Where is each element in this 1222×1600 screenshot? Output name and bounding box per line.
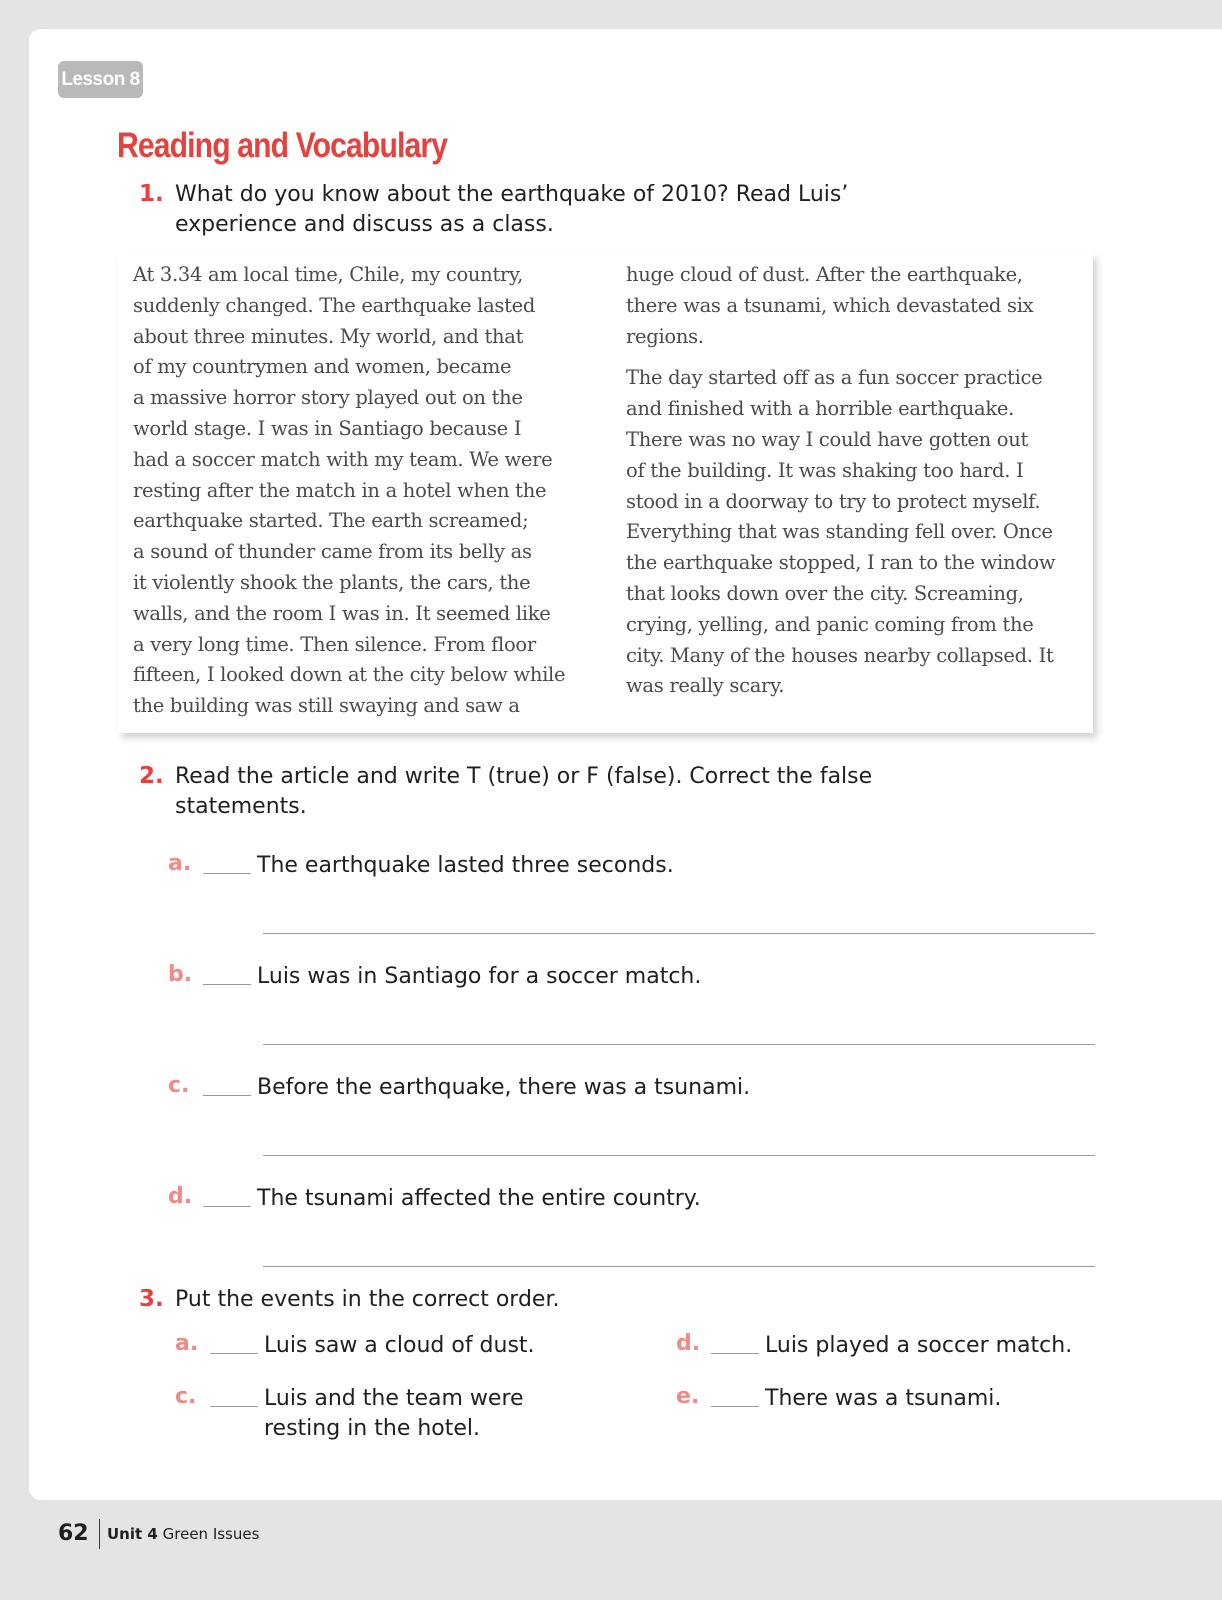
passage-line: of the building. It was shaking too hard. I bbox=[626, 458, 1024, 482]
reading-passage-box bbox=[118, 253, 1093, 733]
passage-line: it violently shook the plants, the cars, the bbox=[133, 570, 531, 594]
page-number: 62 bbox=[58, 1521, 89, 1546]
order-number-blank[interactable] bbox=[711, 1353, 759, 1354]
q2-item-letter: b. bbox=[168, 962, 193, 987]
question-2-line-2: statements. bbox=[175, 794, 307, 819]
q3-item-event: Luis played a soccer match. bbox=[765, 1333, 1073, 1358]
passage-line: a sound of thunder came from its belly as bbox=[133, 540, 532, 564]
passage-paragraph-2 bbox=[626, 363, 1055, 702]
q2-item-letter: a. bbox=[168, 851, 192, 876]
true-false-blank[interactable] bbox=[203, 873, 251, 874]
q3-item-event: There was a tsunami. bbox=[765, 1386, 1002, 1411]
footer-divider bbox=[99, 1519, 100, 1549]
passage-line: that looks down over the city. Screaming, bbox=[626, 581, 1024, 605]
reading-column-1 bbox=[133, 260, 565, 722]
question-2-line-1: Read the article and write T (true) or F (false). Correct the false bbox=[175, 764, 873, 789]
correction-answer-line[interactable] bbox=[263, 1044, 1095, 1045]
passage-line: of my countrymen and women, became bbox=[133, 355, 512, 379]
passage-line: about three minutes. My world, and that bbox=[133, 324, 524, 348]
question-1-line-2: experience and discuss as a class. bbox=[175, 212, 554, 237]
passage-line: Everything that was standing fell over. Once bbox=[626, 520, 1053, 544]
passage-line: There was no way I could have gotten out bbox=[626, 427, 1029, 451]
passage-line: had a soccer match with my team. We were bbox=[133, 447, 553, 471]
order-number-blank[interactable] bbox=[210, 1406, 258, 1407]
passage-line: a massive horror story played out on the bbox=[133, 386, 523, 410]
passage-line: walls, and the room I was in. It seemed like bbox=[133, 601, 551, 625]
passage-line: crying, yelling, and panic coming from the bbox=[626, 612, 1034, 636]
q2-item-statement: The earthquake lasted three seconds. bbox=[257, 853, 674, 878]
question-1-line-1: What do you know about the earthquake of 2010? Read Luis’ bbox=[175, 182, 849, 207]
passage-line: a very long time. Then silence. From floor bbox=[133, 632, 536, 656]
true-false-blank[interactable] bbox=[203, 1095, 251, 1096]
passage-line: huge cloud of dust. After the earthquake, bbox=[626, 263, 1023, 286]
true-false-blank[interactable] bbox=[203, 1206, 251, 1207]
passage-line: and finished with a horrible earthquake. bbox=[626, 397, 1014, 421]
passage-line: was really scary. bbox=[626, 674, 785, 698]
q3-item-event: Luis and the team were bbox=[264, 1386, 524, 1411]
q3-item-letter: d. bbox=[676, 1331, 701, 1356]
correction-answer-line[interactable] bbox=[263, 1266, 1095, 1267]
order-number-blank[interactable] bbox=[210, 1353, 258, 1354]
q3-item-letter: a. bbox=[175, 1331, 199, 1356]
passage-line: there was a tsunami, which devastated six bbox=[626, 293, 1034, 317]
footer-unit-label: Unit 4 bbox=[107, 1525, 158, 1543]
section-title: Reading and Vocabulary bbox=[117, 126, 448, 165]
passage-line: the building was still swaying and saw a bbox=[133, 694, 520, 718]
q2-item-statement: The tsunami affected the entire country. bbox=[257, 1186, 701, 1211]
passage-line: earthquake started. The earth screamed; bbox=[133, 509, 529, 533]
passage-line: stood in a doorway to try to protect myself. bbox=[626, 489, 1041, 513]
passage-line: resting after the match in a hotel when the bbox=[133, 478, 547, 502]
order-number-blank[interactable] bbox=[711, 1406, 759, 1407]
q2-item-statement: Before the earthquake, there was a tsunami. bbox=[257, 1075, 751, 1100]
question-3-text: Put the events in the correct order. bbox=[175, 1287, 560, 1312]
q3-item-letter: e. bbox=[676, 1384, 700, 1409]
passage-line: city. Many of the houses nearby collapsed. It bbox=[626, 643, 1054, 667]
q2-item-statement: Luis was in Santiago for a soccer match. bbox=[257, 964, 702, 989]
passage-line: fifteen, I looked down at the city below while bbox=[133, 663, 566, 687]
q3-item-event-continued: resting in the hotel. bbox=[264, 1416, 481, 1441]
q3-item-event: Luis saw a cloud of dust. bbox=[264, 1333, 535, 1358]
question-1-number: 1. bbox=[139, 181, 164, 207]
passage-line: world stage. I was in Santiago because I bbox=[133, 416, 522, 440]
correction-answer-line[interactable] bbox=[263, 933, 1095, 934]
passage-line: At 3.34 am local time, Chile, my country, bbox=[133, 263, 524, 286]
reading-column-2 bbox=[626, 260, 1055, 702]
passage-paragraph-1 bbox=[626, 260, 1055, 352]
lesson-badge: Lesson 8 bbox=[58, 61, 143, 98]
footer-unit bbox=[107, 1525, 259, 1543]
question-3-number: 3. bbox=[139, 1286, 164, 1312]
passage-line: suddenly changed. The earthquake lasted bbox=[133, 293, 536, 317]
q3-item-letter: c. bbox=[175, 1384, 197, 1409]
question-2-number: 2. bbox=[139, 763, 164, 789]
true-false-blank[interactable] bbox=[203, 984, 251, 985]
passage-line: the earthquake stopped, I ran to the window bbox=[626, 551, 1056, 575]
footer-unit-title: Green Issues bbox=[162, 1525, 260, 1543]
passage-line: regions. bbox=[626, 324, 704, 348]
correction-answer-line[interactable] bbox=[263, 1155, 1095, 1156]
q2-item-letter: d. bbox=[168, 1184, 193, 1209]
q2-item-letter: c. bbox=[168, 1073, 190, 1098]
passage-line: The day started off as a fun soccer practice bbox=[626, 366, 1043, 390]
